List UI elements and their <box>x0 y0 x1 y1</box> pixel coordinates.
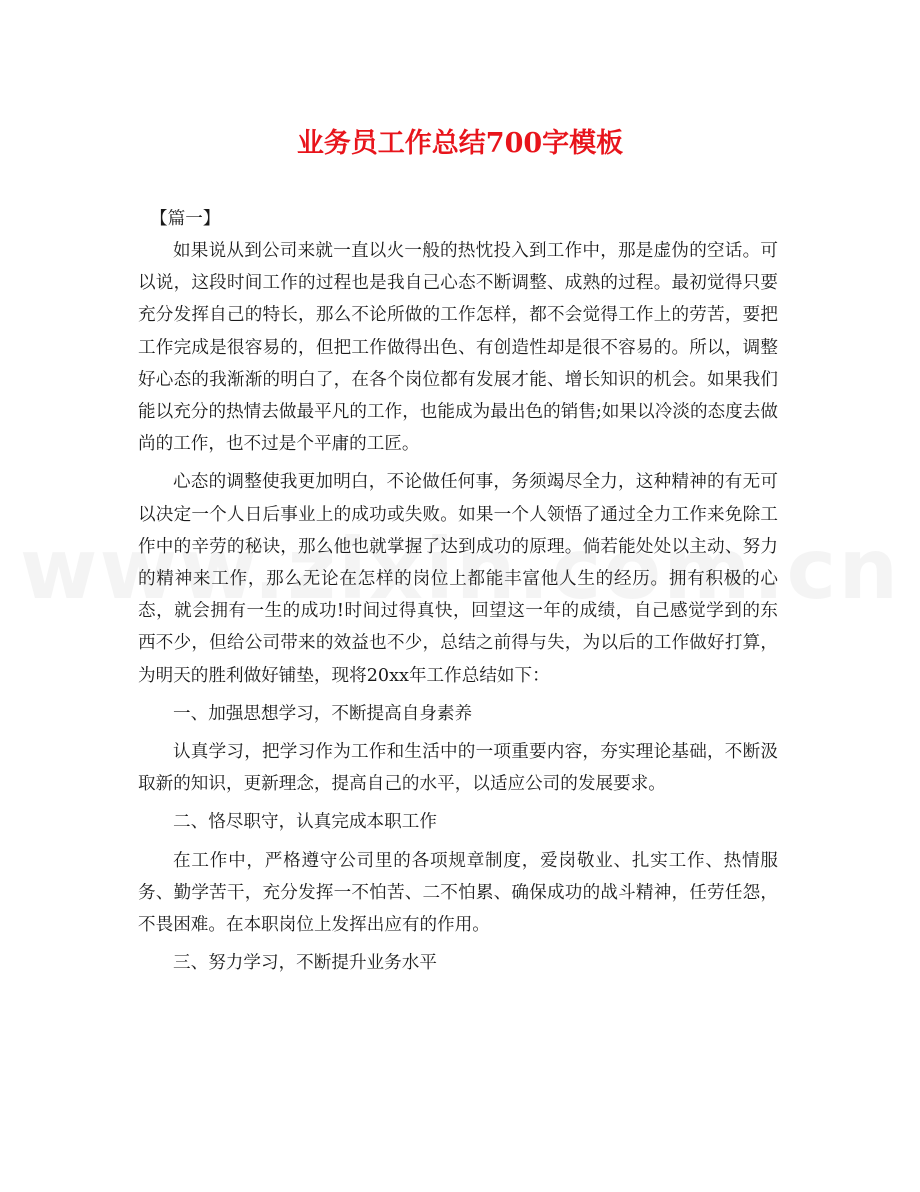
paragraph-4: 在工作中，严格遵守公司里的各项规章制度，爱岗敬业、扎实工作、热情服务、勤学苦干，充分发挥一不怕苦、二不怕累、确保成功的战斗精神，任劳任怨，不畏困难。在本职岗位上发挥出应有的作用。 <box>138 850 778 936</box>
heading-2: 二、恪尽职守，认真完成本职工作 <box>173 812 437 833</box>
heading-1: 一、加强思想学习，不断提高自身素养 <box>173 703 473 724</box>
document-title: 业务员工作总结700字模板 <box>296 128 624 159</box>
paragraph-1: 如果说从到公司来就一直以火一般的热忱投入到工作中，那是虚伪的空话。可以说，这段时间工作的过程也是我自己心态不断调整、成熟的过程。最初觉得只要充分发挥自己的特长，那么不论所做的工作怎样，都不会觉得工作上的劳苦，要把工作完成是很容易的，但把工作做得出色、有创造性却是很不容易的。所以，调整好心态的我渐渐的明白了，在各个岗位都有发展才能、增长知识的机会。如果我们能以充分的热情去做最平凡的工作，也能成为最出色的销售;如果以冷淡的态度去做尚的工作，也不过是个平庸的工匠。 <box>138 241 778 455</box>
paragraph-3: 认真学习，把学习作为工作和生活中的一项重要内容，夯实理论基础，不断汲取新的知识，更新理念，提高自己的水平，以适应公司的发展要求。 <box>138 742 778 795</box>
document-body <box>138 203 778 979</box>
section-label: 【篇一】 <box>150 209 221 229</box>
paragraph-2: 心态的调整使我更加明白，不论做任何事，务须竭尽全力，这种精神的有无可以决定一个人日后事业上的成功或失败。如果一个人领悟了通过全力工作来免除工作中的辛劳的秘诀，那么他也就掌握了达到成功的原理。倘若能处处以主动、努力的精神来工作，那么无论在怎样的岗位上都能丰富他人生的经历。拥有积极的心态，就会拥有一生的成功!时间过得真快，回望这一年的成绩，自己感觉学到的东西不少，但给公司带来的效益也不少，总结之前得与失，为以后的工作做好打算，为明天的胜利做好铺垫，现将20xx年工作总结如下： <box>138 472 778 686</box>
heading-3: 三、努力学习，不断提升业务水平 <box>173 953 437 974</box>
